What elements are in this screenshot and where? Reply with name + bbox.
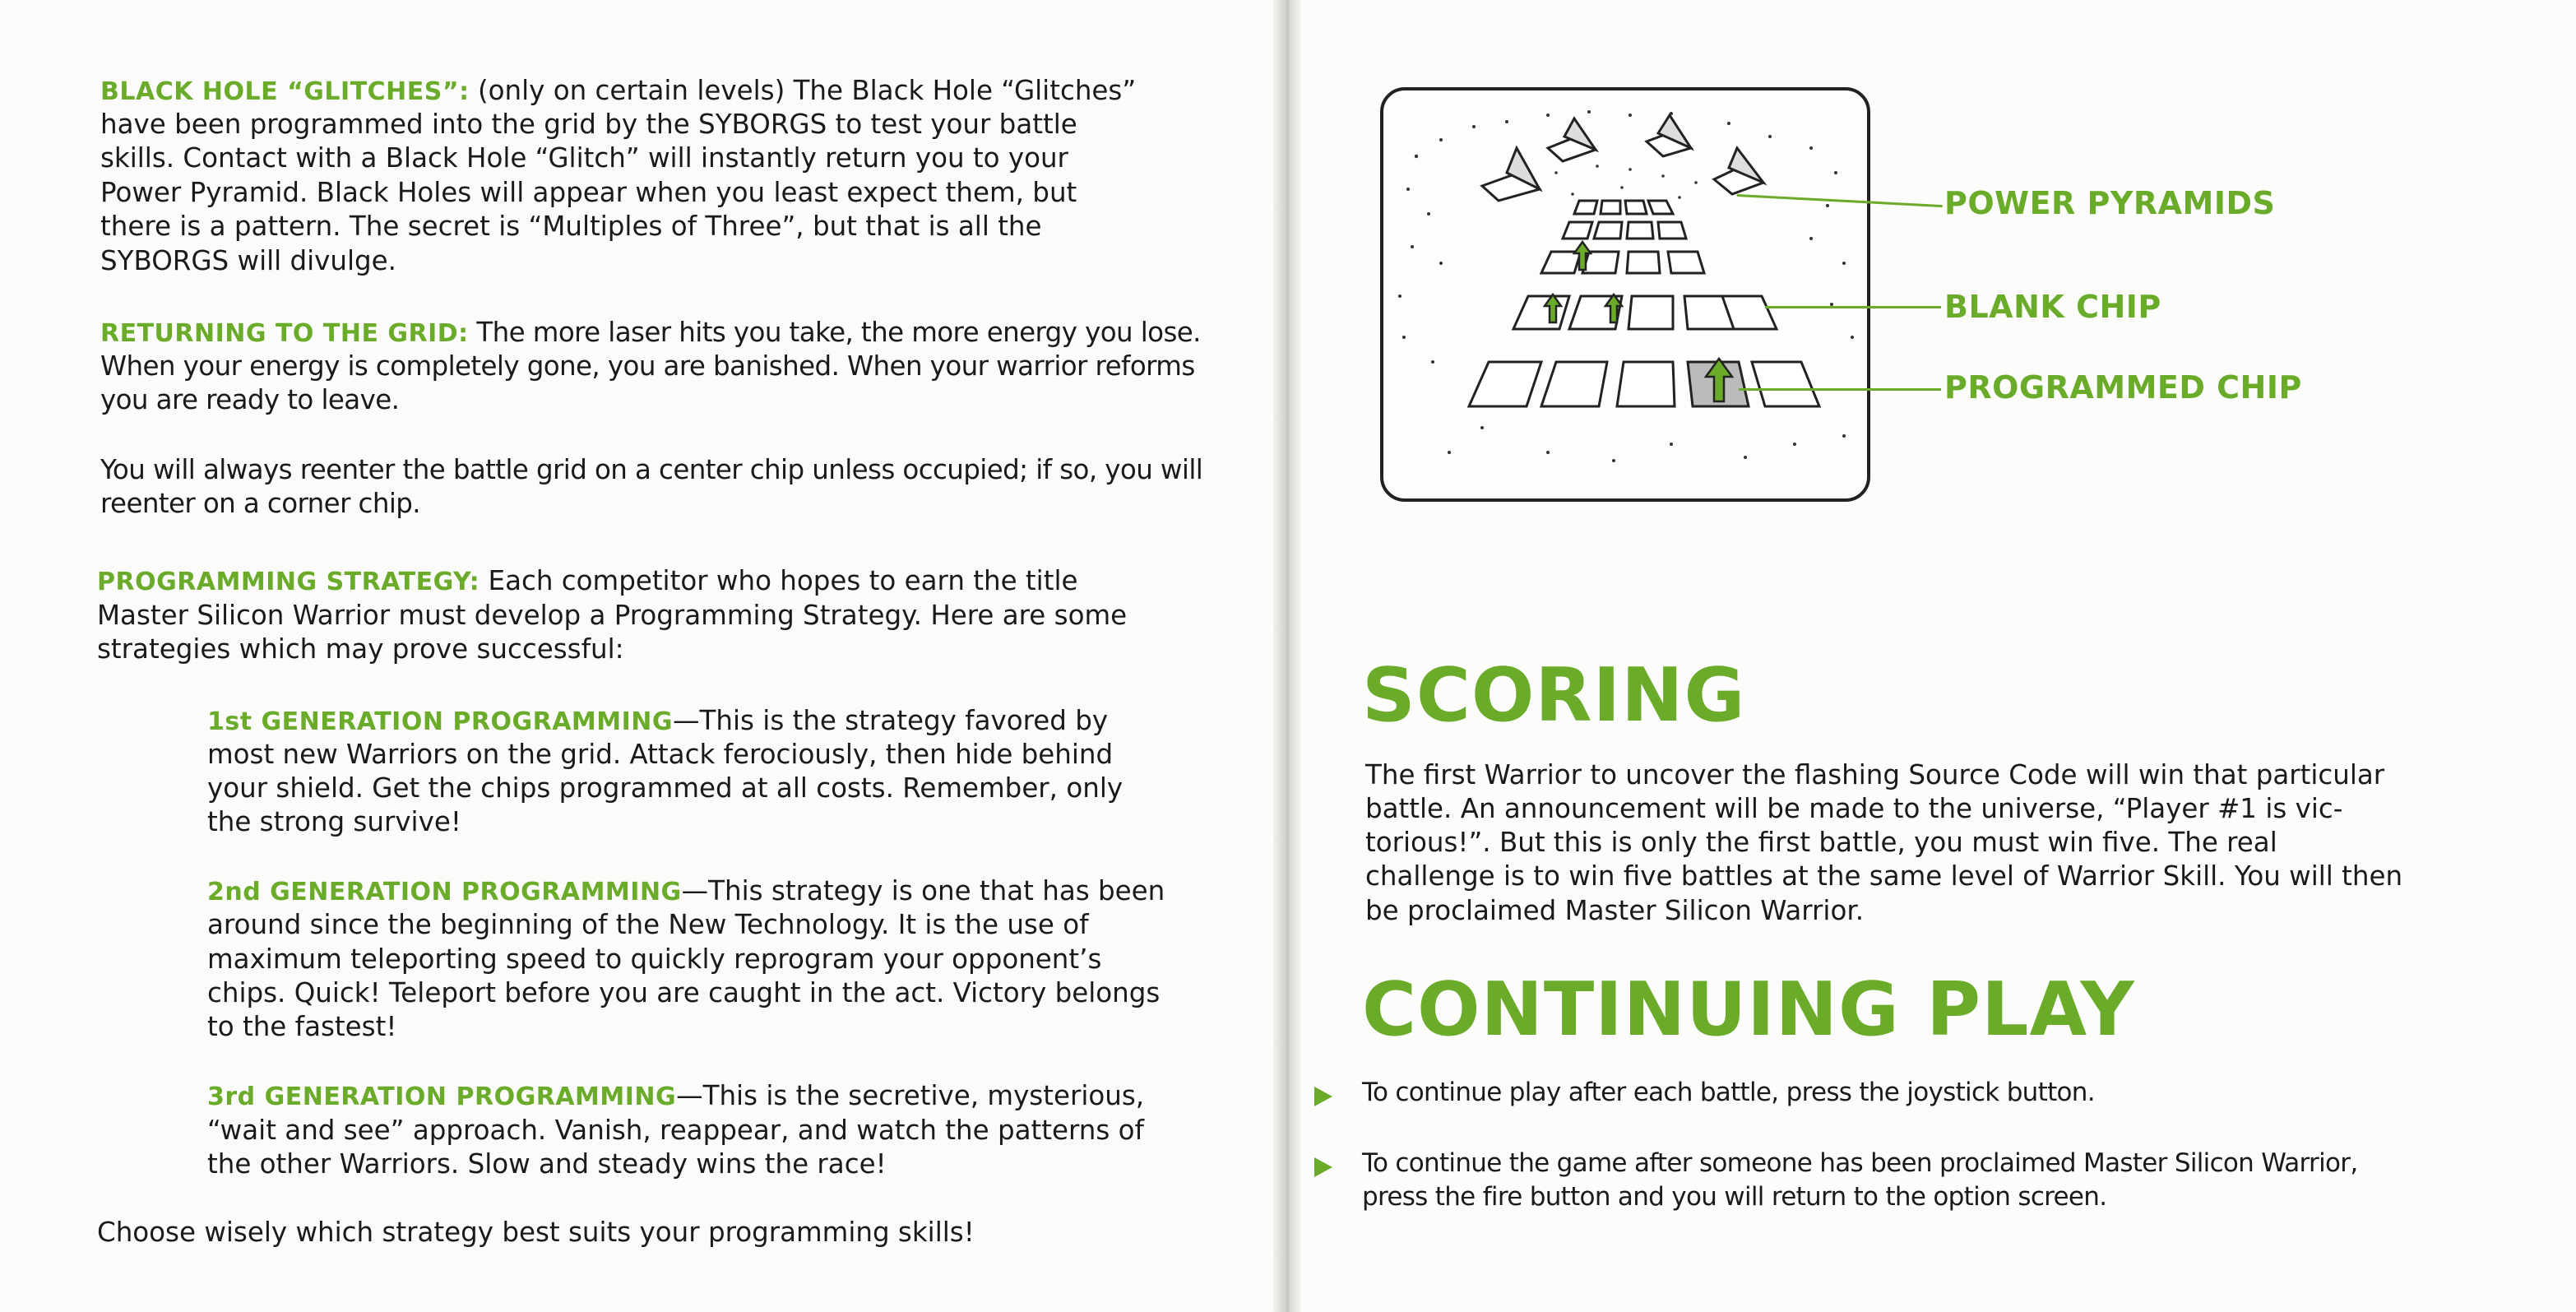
- returning-line-1: When your energy is completely gone, you are banished. When your warrior reforms: [100, 350, 1195, 382]
- label-programmed-chip: PROGRAMMED CHIP: [1944, 369, 2302, 406]
- scoring-line-0: The first Warrior to uncover the flashing Source Code will win that particular: [1365, 759, 2385, 790]
- callout-line-programmed-chip: [1739, 388, 1941, 391]
- reenter-line-0: You will always reenter the battle grid on a center chip unless occupied; if so, you will: [100, 454, 1203, 485]
- gen1-heading: 1st GENERATION PROGRAMMING: [207, 707, 674, 736]
- continuing-bullet-0-line-0: To continue play after each battle, press the joystick button.: [1362, 1078, 2095, 1107]
- continuing-bullet-1: [1362, 1147, 2497, 1214]
- gen1-line-1: most new Warriors on the grid. Attack ferociously, then hide behind: [207, 739, 1114, 770]
- returning-line-0: The more laser hits you take, the more energy you lose.: [476, 317, 1201, 348]
- black-hole-section: [100, 74, 1136, 109]
- returning-section: [100, 316, 1201, 351]
- grid-diagram: [1380, 87, 1870, 502]
- scoring-line-3: challenge is to win five battles at the same level of Warrior Skill. You will then: [1365, 860, 2403, 892]
- gen3-line-1: “wait and see” approach. Vanish, reappear, and watch the patterns of: [207, 1115, 1144, 1146]
- strategy-line-2: strategies which may prove successful:: [97, 633, 624, 665]
- gen3-line-0: —This is the secretive, mysterious,: [676, 1080, 1145, 1111]
- scoring-line-4: be proclaimed Master Silicon Warrior.: [1365, 895, 1865, 926]
- black-hole-line-1: have been programmed into the grid by the SYBORGS to test your battle: [100, 109, 1077, 140]
- closing-text: Choose wisely which strategy best suits your programming skills!: [97, 1217, 975, 1248]
- gen3-section: [207, 1079, 1144, 1115]
- battle-grid-illustration: [1383, 90, 1867, 498]
- continuing-title: CONTINUING PLAY: [1362, 967, 2135, 1053]
- book-gutter: [1273, 0, 1301, 1312]
- gen3-heading: 3rd GENERATION PROGRAMMING: [207, 1083, 677, 1111]
- black-hole-line-3: Power Pyramid. Black Holes will appear when you least expect them, but: [100, 177, 1077, 208]
- gen1-line-0: —This is the strategy favored by: [673, 705, 1109, 736]
- black-hole-line-5: SYBORGS will divulge.: [100, 245, 396, 276]
- triangle-bullet-icon: [1314, 1087, 1332, 1106]
- returning-line-2: you are ready to leave.: [100, 384, 400, 415]
- black-hole-line-4: there is a pattern. The secret is “Multiples of Three”, but that is all the: [100, 211, 1042, 242]
- strategy-heading: PROGRAMMING STRATEGY:: [97, 568, 480, 596]
- gen3-line-2: the other Warriors. Slow and steady wins the race!: [207, 1148, 887, 1180]
- continuing-bullet-1-line-1: press the fire button and you will return to the option screen.: [1362, 1182, 2107, 1212]
- strategy-line-0: Each competitor who hopes to earn the title: [488, 565, 1078, 596]
- continuing-bullet-0: [1362, 1076, 2497, 1110]
- gen2-line-2: maximum teleporting speed to quickly reprogram your opponent’s: [207, 943, 1102, 975]
- black-hole-line-2: skills. Contact with a Black Hole “Glitch” will instantly return you to your: [100, 142, 1068, 174]
- gen1-line-3: the strong survive!: [207, 806, 461, 837]
- scoring-line-1: battle. An announcement will be made to the universe, “Player #1 is vic-: [1365, 793, 2343, 824]
- continuing-bullet-1-line-0: To continue the game after someone has been proclaimed Master Silicon Warrior,: [1362, 1148, 2358, 1178]
- label-blank-chip: BLANK CHIP: [1944, 289, 2161, 325]
- strategy-section: [97, 564, 1077, 600]
- strategy-line-1: Master Silicon Warrior must develop a Programming Strategy. Here are some: [97, 600, 1128, 631]
- triangle-bullet-icon: [1314, 1157, 1332, 1177]
- scoring-title: SCORING: [1362, 652, 1746, 739]
- gen1-line-2: your shield. Get the chips programmed at all costs. Remember, only: [207, 772, 1124, 804]
- gen2-section: [207, 874, 1165, 910]
- black-hole-line-0: (only on certain levels) The Black Hole “Glitches”: [477, 75, 1137, 106]
- callout-line-blank-chip: [1765, 306, 1941, 308]
- gen2-heading: 2nd GENERATION PROGRAMMING: [207, 878, 682, 906]
- returning-heading: RETURNING TO THE GRID:: [100, 319, 469, 348]
- gen1-section: [207, 704, 1108, 739]
- gen2-line-1: around since the beginning of the New Technology. It is the use of: [207, 909, 1089, 940]
- reenter-line-1: reenter on a corner chip.: [100, 488, 421, 519]
- gen2-line-3: chips. Quick! Teleport before you are caught in the act. Victory belongs: [207, 977, 1161, 1008]
- black-hole-heading: BLACK HOLE “GLITCHES”:: [100, 77, 470, 106]
- label-power-pyramids: POWER PYRAMIDS: [1944, 185, 2276, 221]
- gen2-line-0: —This strategy is one that has been: [681, 875, 1165, 906]
- gen2-line-4: to the fastest!: [207, 1011, 397, 1042]
- scoring-line-2: torious!”. But this is only the first battle, you must win five. The real: [1365, 827, 2277, 858]
